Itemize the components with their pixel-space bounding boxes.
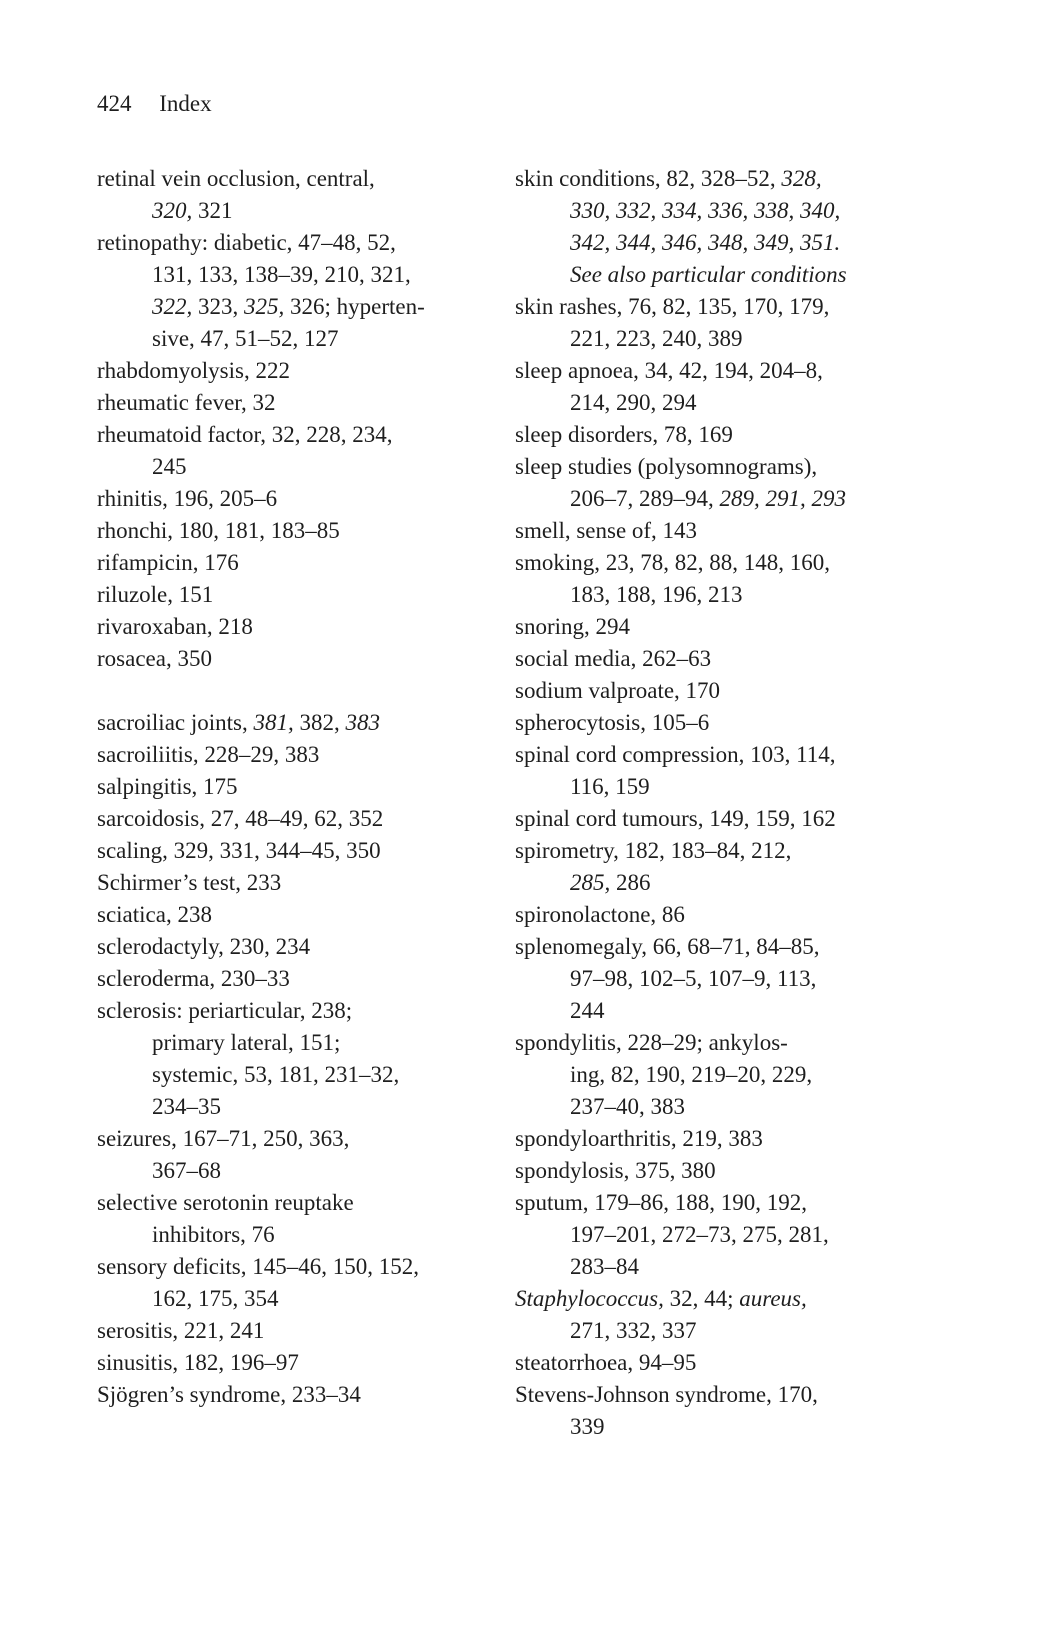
index-entry (515, 739, 925, 771)
entry-text: rhonchi, 180, 181, 183–85 (97, 518, 340, 543)
letter-group-gap (97, 675, 497, 707)
entry-text: scaling, 329, 331, 344–45, 350 (97, 838, 381, 863)
index-entry (97, 419, 497, 451)
entry-text: spondyloarthritis, 219, 383 (515, 1126, 763, 1151)
entry-text: sciatica, 238 (97, 902, 212, 927)
entry-text: primary lateral, 151; (152, 1030, 341, 1055)
entry-text: snoring, 294 (515, 614, 630, 639)
entry-text: 245 (152, 454, 187, 479)
entry-text: selective serotonin reuptake (97, 1190, 354, 1215)
italic-text: 381, (253, 710, 294, 735)
index-column-right (515, 163, 925, 1443)
entry-text: 326; hyperten- (284, 294, 425, 319)
page-number: 424 (97, 91, 132, 116)
entry-text: Schirmer’s test, 233 (97, 870, 282, 895)
index-entry (97, 1123, 497, 1155)
entry-text: 214, 290, 294 (570, 390, 697, 415)
index-entry (97, 835, 497, 867)
entry-text: 339 (570, 1414, 605, 1439)
index-entry (515, 899, 925, 931)
entry-text: 131, 133, 138–39, 210, 321, (152, 262, 411, 287)
italic-text: 320, (152, 198, 193, 223)
entry-text: serositis, 221, 241 (97, 1318, 265, 1343)
entry-text: 97–98, 102–5, 107–9, 113, (570, 966, 817, 991)
entry-text: spherocytosis, 105–6 (515, 710, 710, 735)
index-entry (515, 1155, 925, 1187)
entry-text: 221, 223, 240, 389 (570, 326, 743, 351)
entry-text: rheumatoid factor, 32, 228, 234, (97, 422, 393, 447)
index-entry-continuation (97, 1091, 497, 1123)
entry-text: smell, sense of, 143 (515, 518, 698, 543)
index-entry (515, 1027, 925, 1059)
entry-text: sacroiliac joints, (97, 710, 254, 735)
entry-text: retinal vein occlusion, central, (97, 166, 375, 191)
index-entry-continuation (97, 1219, 497, 1251)
italic-text: Staphylococcus, (515, 1286, 664, 1311)
header-title: Index (159, 91, 212, 116)
index-entry-continuation (515, 1219, 925, 1251)
index-entry-continuation (97, 323, 497, 355)
index-entry (515, 707, 925, 739)
index-entry (97, 1315, 497, 1347)
index-entry-continuation (97, 291, 497, 323)
index-entry (515, 1123, 925, 1155)
index-entry (97, 611, 497, 643)
index-entry-continuation (515, 1251, 925, 1283)
index-entry-continuation (515, 1091, 925, 1123)
entry-text: 244 (570, 998, 605, 1023)
index-entry (515, 675, 925, 707)
entry-text: smoking, 23, 78, 82, 88, 148, 160, (515, 550, 830, 575)
index-entry-continuation (515, 227, 925, 259)
index-entry-continuation (515, 483, 925, 515)
index-entry (97, 995, 497, 1027)
index-entry-continuation (97, 1059, 497, 1091)
entry-text: 321 (192, 198, 233, 223)
entry-text: sive, 47, 51–52, 127 (152, 326, 339, 351)
index-entry (97, 707, 497, 739)
index-entry-continuation (515, 771, 925, 803)
entry-text: riluzole, 151 (97, 582, 214, 607)
entry-text: spondylitis, 228–29; ankylos- (515, 1030, 788, 1055)
index-entry (97, 483, 497, 515)
index-entry (97, 163, 497, 195)
entry-text: 206–7, 289–94, (570, 486, 720, 511)
entry-text: social media, 262–63 (515, 646, 712, 671)
entry-text: 116, 159 (570, 774, 650, 799)
index-entry (97, 355, 497, 387)
index-entry (515, 163, 925, 195)
index-entry (97, 771, 497, 803)
entry-text: spinal cord compression, 103, 114, (515, 742, 836, 767)
index-entry (515, 291, 925, 323)
entry-text: 197–201, 272–73, 275, 281, (570, 1222, 829, 1247)
index-entry-continuation (515, 1411, 925, 1443)
entry-text: 162, 175, 354 (152, 1286, 279, 1311)
index-entry (515, 931, 925, 963)
index-entry (515, 1283, 925, 1315)
index-entry (97, 739, 497, 771)
index-entry (515, 355, 925, 387)
index-entry (97, 387, 497, 419)
italic-text: 330, 332, 334, 336, 338, 340, (570, 198, 841, 223)
entry-text: Stevens-Johnson syndrome, 170, (515, 1382, 818, 1407)
entry-text: inhibitors, 76 (152, 1222, 275, 1247)
index-entry-continuation (515, 579, 925, 611)
index-entry (515, 1379, 925, 1411)
entry-text: 283–84 (570, 1254, 639, 1279)
entry-text: sarcoidosis, 27, 48–49, 62, 352 (97, 806, 384, 831)
index-entry (97, 515, 497, 547)
entry-text: rifampicin, 176 (97, 550, 239, 575)
entry-text: 32, 44; (663, 1286, 740, 1311)
index-entry (97, 803, 497, 835)
index-entry-continuation (97, 259, 497, 291)
entry-text: 367–68 (152, 1158, 221, 1183)
entry-text: sacroiliitis, 228–29, 383 (97, 742, 320, 767)
entry-text: sodium valproate, 170 (515, 678, 721, 703)
entry-text: rivaroxaban, 218 (97, 614, 253, 639)
entry-text: systemic, 53, 181, 231–32, (152, 1062, 400, 1087)
entry-text: Sjögren’s syndrome, 233–34 (97, 1382, 361, 1407)
index-entry (97, 963, 497, 995)
index-entry (97, 1347, 497, 1379)
index-entry (97, 547, 497, 579)
index-entry (97, 643, 497, 675)
index-entry (515, 1347, 925, 1379)
index-entry-continuation (515, 963, 925, 995)
entry-text: spondylosis, 375, 380 (515, 1158, 716, 1183)
entry-text: sleep studies (polysomnograms), (515, 454, 818, 479)
entry-text: splenomegaly, 66, 68–71, 84–85, (515, 934, 820, 959)
entry-text: seizures, 167–71, 250, 363, (97, 1126, 350, 1151)
index-entry (515, 515, 925, 547)
entry-text: salpingitis, 175 (97, 774, 238, 799)
index-entry (97, 931, 497, 963)
index-entry-continuation (515, 387, 925, 419)
index-entry-continuation (515, 323, 925, 355)
entry-text: sinusitis, 182, 196–97 (97, 1350, 299, 1375)
index-entry-continuation (515, 195, 925, 227)
italic-text: 285, (570, 870, 611, 895)
index-entry (97, 899, 497, 931)
entry-text: sputum, 179–86, 188, 190, 192, (515, 1190, 807, 1215)
running-header (97, 88, 212, 120)
index-entry-continuation (515, 1315, 925, 1347)
entry-text: 323, (192, 294, 244, 319)
index-entry-continuation (97, 1155, 497, 1187)
italic-text: 328, (781, 166, 822, 191)
index-entry (97, 867, 497, 899)
index-column-left (97, 163, 497, 1411)
entry-text: 237–40, 383 (570, 1094, 685, 1119)
index-entry-continuation (515, 995, 925, 1027)
entry-text: spirometry, 182, 183–84, 212, (515, 838, 792, 863)
index-entry-continuation (97, 195, 497, 227)
entry-text: skin rashes, 76, 82, 135, 170, 179, (515, 294, 830, 319)
index-entry-continuation (515, 1059, 925, 1091)
index-entry-continuation (97, 1283, 497, 1315)
index-entry (515, 419, 925, 451)
index-entry (97, 227, 497, 259)
entry-text: spinal cord tumours, 149, 159, 162 (515, 806, 836, 831)
italic-text: 383 (345, 710, 380, 735)
entry-text: rhabdomyolysis, 222 (97, 358, 290, 383)
entry-text: sleep apnoea, 34, 42, 194, 204–8, (515, 358, 823, 383)
entry-text: ing, 82, 190, 219–20, 229, (570, 1062, 813, 1087)
entry-text: scleroderma, 230–33 (97, 966, 290, 991)
index-entry (97, 1251, 497, 1283)
entry-text: rheumatic fever, 32 (97, 390, 276, 415)
index-entry (515, 803, 925, 835)
index-entry (97, 1187, 497, 1219)
index-entry (515, 611, 925, 643)
entry-text: skin conditions, 82, 328–52, (515, 166, 782, 191)
italic-text: 325, (244, 294, 285, 319)
index-entry (97, 579, 497, 611)
index-entry (515, 547, 925, 579)
index-entry (97, 1379, 497, 1411)
entry-text: 234–35 (152, 1094, 221, 1119)
entry-text: steatorrhoea, 94–95 (515, 1350, 697, 1375)
index-entry-continuation (515, 867, 925, 899)
entry-text: sclerosis: periarticular, 238; (97, 998, 353, 1023)
entry-text: retinopathy: diabetic, 47–48, 52, (97, 230, 396, 255)
index-entry-continuation (515, 259, 925, 291)
italic-text: 322, (152, 294, 193, 319)
italic-text: aureus, (739, 1286, 807, 1311)
italic-text: 289, 291, 293 (719, 486, 846, 511)
index-entry-continuation (97, 1027, 497, 1059)
entry-text: rosacea, 350 (97, 646, 212, 671)
entry-text: 286 (610, 870, 651, 895)
entry-text: rhinitis, 196, 205–6 (97, 486, 278, 511)
index-entry (515, 835, 925, 867)
index-entry (515, 1187, 925, 1219)
entry-text: sensory deficits, 145–46, 150, 152, (97, 1254, 419, 1279)
italic-text: 342, 344, 346, 348, 349, 351. (570, 230, 841, 255)
entry-text: sleep disorders, 78, 169 (515, 422, 733, 447)
entry-text: 183, 188, 196, 213 (570, 582, 743, 607)
entry-text: sclerodactyly, 230, 234 (97, 934, 311, 959)
italic-text: See also particular conditions (570, 262, 847, 287)
entry-text: 382, (293, 710, 346, 735)
entry-text: spironolactone, 86 (515, 902, 685, 927)
index-entry (515, 451, 925, 483)
index-entry-continuation (97, 451, 497, 483)
entry-text: 271, 332, 337 (570, 1318, 697, 1343)
index-entry (515, 643, 925, 675)
